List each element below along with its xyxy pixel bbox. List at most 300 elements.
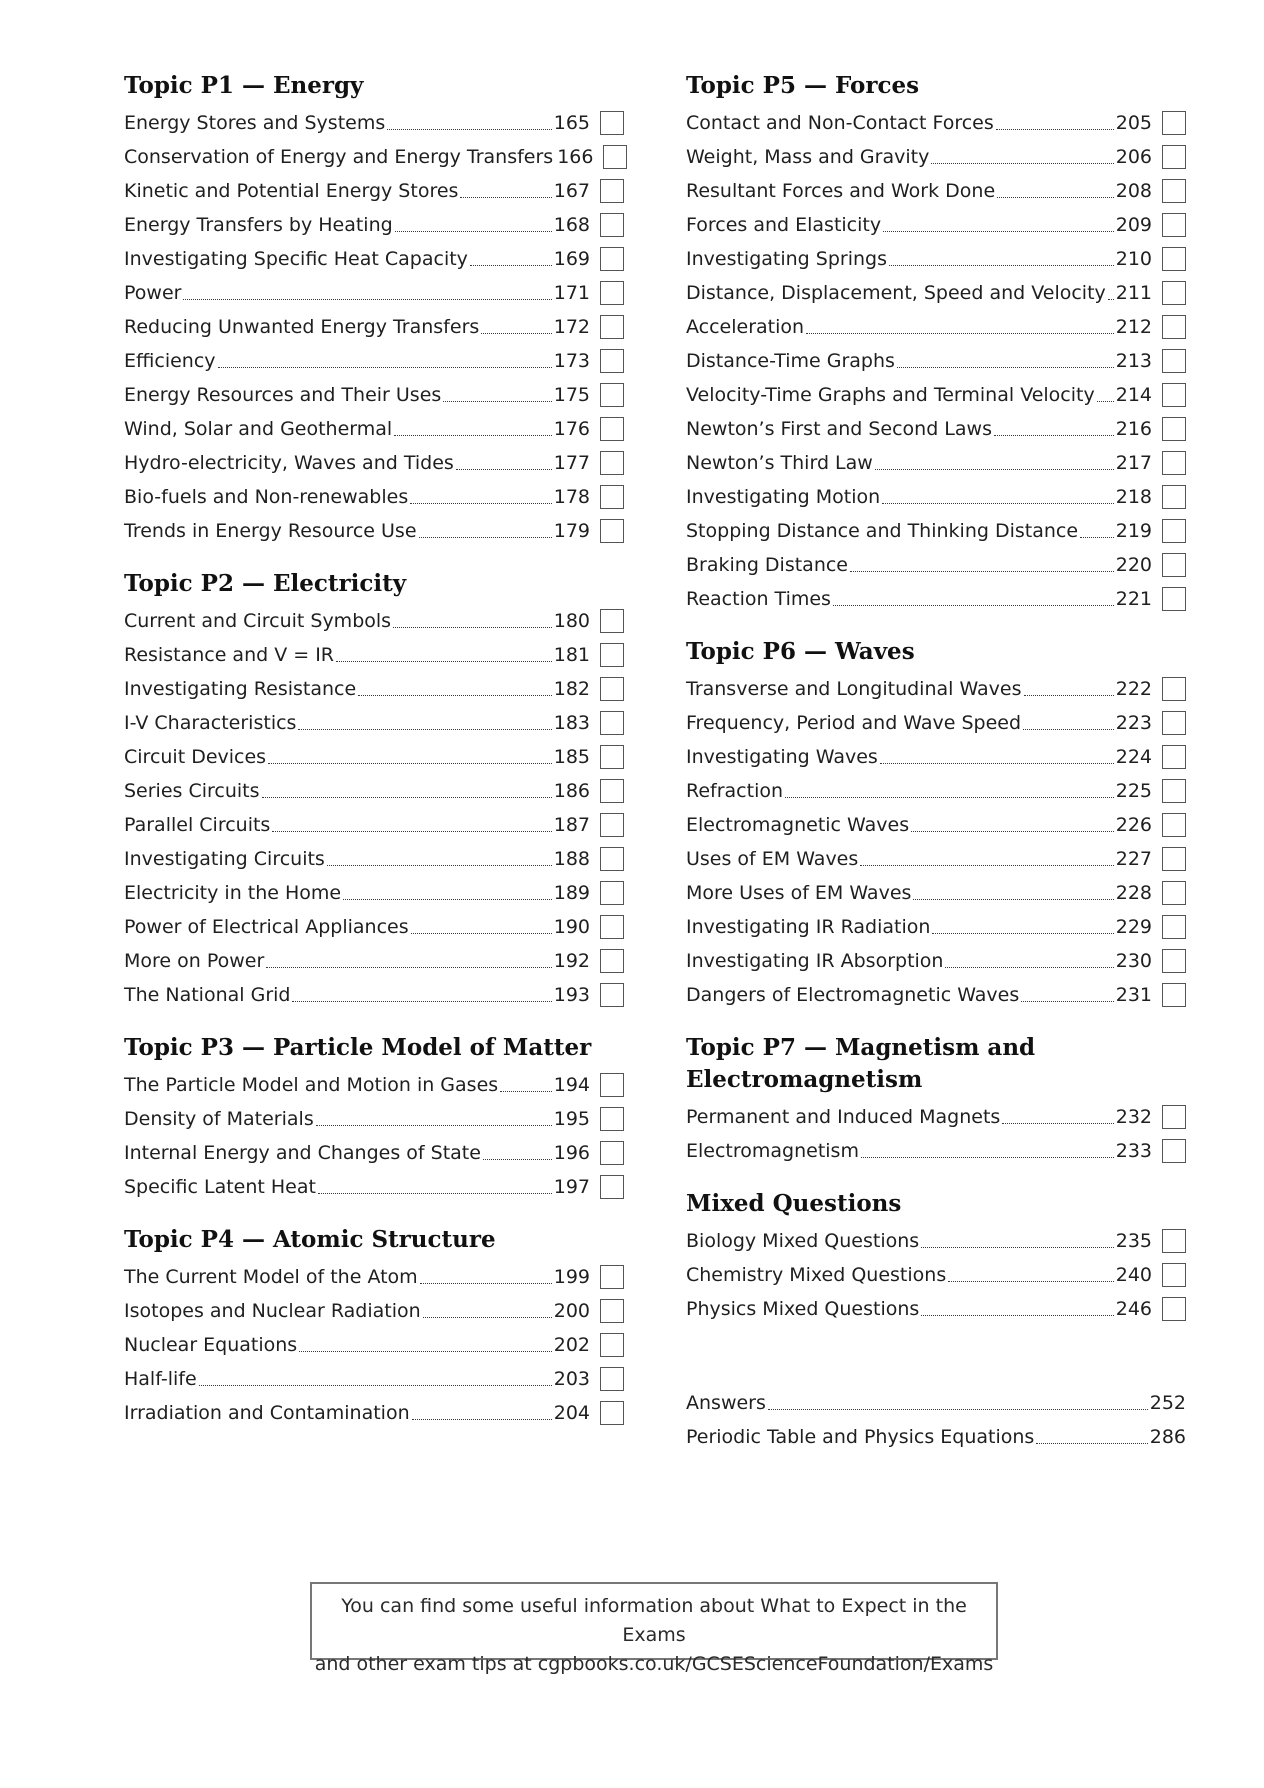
contents-entry [686, 444, 1186, 478]
entry-title: Wind, Solar and Geothermal [124, 418, 393, 440]
contents-entry [686, 104, 1186, 138]
entry-title: Velocity-Time Graphs and Terminal Velocity [686, 384, 1095, 406]
tick-box[interactable] [1162, 281, 1186, 305]
tick-box[interactable] [1162, 315, 1186, 339]
tick-box[interactable] [600, 349, 624, 373]
info-line-1: You can find some useful information about What to Expect in the Exams [341, 1595, 967, 1646]
entry-page: 205 [1115, 112, 1152, 134]
entry-title: Weight, Mass and Gravity [686, 146, 930, 168]
entry-page: 233 [1115, 1140, 1152, 1162]
section-extras [686, 1384, 1186, 1452]
contents-entry [124, 840, 624, 874]
contents-entry [124, 976, 624, 1010]
entry-title: Chemistry Mixed Questions [686, 1264, 947, 1286]
tick-box[interactable] [1162, 145, 1186, 169]
entry-title: Conservation of Energy and Energy Transfers [124, 146, 554, 168]
contents-entry [686, 206, 1186, 240]
entry-title: Specific Latent Heat [124, 1176, 316, 1198]
contents-entry [686, 806, 1186, 840]
entry-page: 213 [1115, 350, 1152, 372]
tick-box[interactable] [1162, 847, 1186, 871]
tick-box[interactable] [1162, 383, 1186, 407]
tick-box[interactable] [1162, 813, 1186, 837]
tick-box[interactable] [600, 451, 624, 475]
tick-box[interactable] [1162, 553, 1186, 577]
contents-entry [686, 376, 1186, 410]
contents-entry [686, 1222, 1186, 1256]
leader-dots [768, 1409, 1148, 1410]
tick-box[interactable] [600, 485, 624, 509]
tick-box[interactable] [600, 315, 624, 339]
tick-box[interactable] [600, 1141, 624, 1165]
tick-box[interactable] [600, 847, 624, 871]
contents-entry [124, 874, 624, 908]
contents-entry [124, 444, 624, 478]
leader-dots [316, 1125, 552, 1126]
entry-page: 214 [1115, 384, 1152, 406]
tick-box[interactable] [600, 417, 624, 441]
tick-box[interactable] [600, 1299, 624, 1323]
leader-dots [423, 1317, 552, 1318]
tick-box[interactable] [600, 1333, 624, 1357]
contents-entry [686, 874, 1186, 908]
leader-dots [420, 1283, 552, 1284]
leader-dots [945, 967, 1113, 968]
tick-box[interactable] [600, 383, 624, 407]
tick-box[interactable] [600, 1175, 624, 1199]
leader-dots [1108, 299, 1114, 300]
entry-title: Density of Materials [124, 1108, 314, 1130]
entry-page: 229 [1115, 916, 1152, 938]
contents-entry [124, 1292, 624, 1326]
tick-box[interactable] [1162, 1263, 1186, 1287]
contents-entry [686, 580, 1186, 614]
leader-dots [395, 231, 552, 232]
contents-entry [686, 670, 1186, 704]
entry-page: 199 [553, 1266, 590, 1288]
tick-box[interactable] [600, 745, 624, 769]
tick-box[interactable] [600, 983, 624, 1007]
entry-title: Distance-Time Graphs [686, 350, 895, 372]
contents-entry [686, 546, 1186, 580]
contents-entry [686, 908, 1186, 942]
leader-dots [272, 831, 551, 832]
contents-entry [686, 172, 1186, 206]
leader-dots [262, 797, 552, 798]
contents-entry [686, 976, 1186, 1010]
contents-entry [686, 1290, 1186, 1324]
entry-page: 204 [553, 1402, 590, 1424]
entry-page: 189 [553, 882, 590, 904]
exam-info-box [310, 1582, 998, 1675]
entry-page: 210 [1115, 248, 1152, 270]
entry-page: 246 [1115, 1298, 1152, 1320]
info-line-2: and other exam tips at cgpbooks.co.uk/GCSEScienceFoundation/Exams [314, 1653, 994, 1675]
tick-box[interactable] [1162, 881, 1186, 905]
tick-box[interactable] [1162, 247, 1186, 271]
contents-entry [124, 1258, 624, 1292]
leader-dots [460, 197, 551, 198]
leader-dots [183, 299, 551, 300]
leader-dots [997, 197, 1114, 198]
tick-box[interactable] [1162, 1139, 1186, 1163]
entry-page: 232 [1115, 1106, 1152, 1128]
tick-box[interactable] [600, 111, 624, 135]
section-topic-p1 [124, 70, 624, 546]
contents-entry [686, 772, 1186, 806]
entry-page: 176 [553, 418, 590, 440]
contents-entry [124, 704, 624, 738]
entry-title: The Current Model of the Atom [124, 1266, 418, 1288]
leader-dots [921, 1315, 1113, 1316]
tick-box[interactable] [600, 519, 624, 543]
leader-dots [1080, 537, 1114, 538]
tick-box[interactable] [1162, 983, 1186, 1007]
tick-box[interactable] [1162, 111, 1186, 135]
entry-title: Power of Electrical Appliances [124, 916, 409, 938]
entry-page: 166 [557, 146, 594, 168]
entry-title: Kinetic and Potential Energy Stores [124, 180, 459, 202]
section-topic-p6 [686, 636, 1186, 1010]
entry-title: Electromagnetic Waves [686, 814, 910, 836]
tick-box[interactable] [1162, 179, 1186, 203]
tick-box[interactable] [1162, 915, 1186, 939]
contents-entry [124, 410, 624, 444]
section-topic-p2 [124, 568, 624, 1010]
entry-title: Newton’s First and Second Laws [686, 418, 992, 440]
tick-box[interactable] [1162, 485, 1186, 509]
tick-box[interactable] [1162, 1297, 1186, 1321]
entry-title: Investigating Waves [686, 746, 878, 768]
contents-entry [686, 738, 1186, 772]
tick-box[interactable] [1162, 213, 1186, 237]
leader-dots [318, 1193, 552, 1194]
entry-page: 200 [553, 1300, 590, 1322]
contents-entry [124, 512, 624, 546]
section-topic-p3 [124, 1032, 624, 1202]
entry-page: 219 [1115, 520, 1152, 542]
entry-page: 177 [553, 452, 590, 474]
leader-dots [889, 265, 1114, 266]
contents-entry [686, 342, 1186, 376]
tick-box[interactable] [1162, 451, 1186, 475]
entry-page: 209 [1115, 214, 1152, 236]
tick-box[interactable] [1162, 587, 1186, 611]
entry-page: 227 [1115, 848, 1152, 870]
entry-page: 216 [1115, 418, 1152, 440]
entry-title: Electricity in the Home [124, 882, 342, 904]
entry-page: 217 [1115, 452, 1152, 474]
entry-title: Trends in Energy Resource Use [124, 520, 417, 542]
tick-box[interactable] [603, 145, 627, 169]
entry-page: 169 [553, 248, 590, 270]
tick-box[interactable] [600, 881, 624, 905]
leader-dots [931, 163, 1113, 164]
leader-dots [419, 537, 552, 538]
leader-dots [785, 797, 1114, 798]
section-title: Topic P1 — Energy [124, 72, 364, 99]
tick-box[interactable] [600, 677, 624, 701]
tick-box[interactable] [600, 179, 624, 203]
entry-page: 186 [553, 780, 590, 802]
entry-title: Irradiation and Contamination [124, 1402, 410, 1424]
leader-dots [806, 333, 1114, 334]
leader-dots [393, 627, 552, 628]
leader-dots [861, 1157, 1114, 1158]
entry-title: Frequency, Period and Wave Speed [686, 712, 1022, 734]
entry-title: Refraction [686, 780, 784, 802]
entry-title: Braking Distance [686, 554, 848, 576]
leader-dots [1024, 695, 1114, 696]
entry-page: 171 [553, 282, 590, 304]
contents-entry [124, 1360, 624, 1394]
tick-box[interactable] [600, 1073, 624, 1097]
leader-dots [996, 129, 1114, 130]
entry-title: Electromagnetism [686, 1140, 859, 1162]
entry-title: Investigating Resistance [124, 678, 357, 700]
tick-box[interactable] [1162, 1229, 1186, 1253]
leader-dots [456, 469, 552, 470]
contents-entry [124, 104, 624, 138]
tick-box[interactable] [1162, 711, 1186, 735]
contents-entry [124, 602, 624, 636]
tick-box[interactable] [600, 949, 624, 973]
contents-entry [124, 206, 624, 240]
tick-box[interactable] [600, 779, 624, 803]
tick-box[interactable] [600, 813, 624, 837]
entry-title: Internal Energy and Changes of State [124, 1142, 481, 1164]
entry-title: Acceleration [686, 316, 805, 338]
contents-entry [686, 138, 1186, 172]
leader-dots [299, 1351, 552, 1352]
entry-title: Stopping Distance and Thinking Distance [686, 520, 1079, 542]
leader-dots [1023, 729, 1114, 730]
contents-entry [124, 274, 624, 308]
entry-page: 183 [553, 712, 590, 734]
contents-entry [124, 342, 624, 376]
contents-entry [686, 1384, 1186, 1418]
leader-dots [833, 605, 1114, 606]
section-topic-p5 [686, 70, 1186, 614]
entry-page: 173 [553, 350, 590, 372]
contents-entry [686, 478, 1186, 512]
leader-dots [483, 1159, 552, 1160]
section-title: Topic P3 — Particle Model of Matter [124, 1034, 592, 1061]
leader-dots [1002, 1123, 1113, 1124]
entry-page: 179 [553, 520, 590, 542]
entry-page: 211 [1115, 282, 1152, 304]
tick-box[interactable] [600, 915, 624, 939]
contents-entry [686, 942, 1186, 976]
entry-page: 187 [553, 814, 590, 836]
entry-title: Uses of EM Waves [686, 848, 859, 870]
entry-title: Dangers of Electromagnetic Waves [686, 984, 1020, 1006]
entry-page: 220 [1115, 554, 1152, 576]
tick-box[interactable] [600, 1367, 624, 1391]
entry-page: 212 [1115, 316, 1152, 338]
entry-page: 203 [553, 1368, 590, 1390]
tick-box[interactable] [600, 1265, 624, 1289]
leader-dots [897, 367, 1114, 368]
tick-box[interactable] [600, 643, 624, 667]
entry-title: The National Grid [124, 984, 291, 1006]
tick-box[interactable] [600, 213, 624, 237]
entry-page: 226 [1115, 814, 1152, 836]
entry-title: Resultant Forces and Work Done [686, 180, 996, 202]
section-title: Topic P7 — Magnetism and Electromagnetism [686, 1034, 1036, 1093]
entry-page: 223 [1115, 712, 1152, 734]
entry-page: 165 [553, 112, 590, 134]
contents-entry [686, 840, 1186, 874]
leader-dots [199, 1385, 552, 1386]
leader-dots [948, 1281, 1114, 1282]
leader-dots [882, 503, 1114, 504]
leader-dots [913, 899, 1113, 900]
tick-box[interactable] [1162, 677, 1186, 701]
entry-title: Bio-fuels and Non-renewables [124, 486, 409, 508]
entry-title: Transverse and Longitudinal Waves [686, 678, 1022, 700]
entry-title: Energy Resources and Their Uses [124, 384, 442, 406]
leader-dots [336, 661, 552, 662]
entry-title: Newton’s Third Law [686, 452, 873, 474]
entry-page: 172 [553, 316, 590, 338]
contents-entry [124, 908, 624, 942]
tick-box[interactable] [600, 281, 624, 305]
section-title: Mixed Questions [686, 1190, 902, 1217]
leader-dots [1036, 1443, 1147, 1444]
contents-entry [686, 240, 1186, 274]
entry-title: Investigating Specific Heat Capacity [124, 248, 468, 270]
contents-entry [686, 410, 1186, 444]
entry-title: The Particle Model and Motion in Gases [124, 1074, 499, 1096]
leader-dots [410, 503, 552, 504]
contents-entry [124, 308, 624, 342]
section-title: Topic P5 — Forces [686, 72, 920, 99]
leader-dots [387, 129, 551, 130]
entry-page: 252 [1149, 1392, 1186, 1414]
entry-title: Isotopes and Nuclear Radiation [124, 1300, 421, 1322]
entry-title: Investigating Springs [686, 248, 887, 270]
entry-page: 190 [553, 916, 590, 938]
entry-title: Power [124, 282, 182, 304]
leader-dots [1097, 401, 1114, 402]
tick-box[interactable] [600, 711, 624, 735]
tick-box[interactable] [1162, 779, 1186, 803]
leader-dots [850, 571, 1114, 572]
entry-page: 224 [1115, 746, 1152, 768]
entry-title: Series Circuits [124, 780, 260, 802]
entry-title: I-V Characteristics [124, 712, 297, 734]
contents-entry [124, 172, 624, 206]
entry-page: 192 [553, 950, 590, 972]
entry-page: 202 [553, 1334, 590, 1356]
entry-title: Answers [686, 1392, 766, 1414]
leader-dots [1021, 1001, 1113, 1002]
entry-title: Forces and Elasticity [686, 214, 882, 236]
section-topic-p4 [124, 1224, 624, 1428]
leader-dots [932, 933, 1113, 934]
tick-box[interactable] [1162, 949, 1186, 973]
section-title: Topic P4 — Atomic Structure [124, 1226, 496, 1253]
entry-page: 193 [553, 984, 590, 1006]
entry-title: Energy Stores and Systems [124, 112, 386, 134]
contents-entry [124, 942, 624, 976]
entry-title: Contact and Non-Contact Forces [686, 112, 994, 134]
entry-title: Energy Transfers by Heating [124, 214, 393, 236]
leader-dots [268, 763, 552, 764]
entry-page: 221 [1115, 588, 1152, 610]
tick-box[interactable] [600, 609, 624, 633]
tick-box[interactable] [1162, 1105, 1186, 1129]
section-topic-p7 [686, 1032, 1186, 1166]
section-mixed-questions [686, 1188, 1186, 1324]
entry-page: 228 [1115, 882, 1152, 904]
entry-title: Reducing Unwanted Energy Transfers [124, 316, 480, 338]
contents-entry [124, 1326, 624, 1360]
contents-entry [124, 670, 624, 704]
entry-page: 181 [553, 644, 590, 666]
leader-dots [411, 933, 552, 934]
entry-page: 180 [553, 610, 590, 632]
entry-page: 235 [1115, 1230, 1152, 1252]
entry-page: 195 [553, 1108, 590, 1130]
tick-box[interactable] [600, 1401, 624, 1425]
leader-dots [343, 899, 552, 900]
leader-dots [500, 1091, 552, 1092]
contents-entry [686, 1098, 1186, 1132]
contents-entry [686, 704, 1186, 738]
contents-entry [124, 1066, 624, 1100]
contents-entry [686, 1256, 1186, 1290]
entry-title: Reaction Times [686, 588, 831, 610]
entry-title: Current and Circuit Symbols [124, 610, 392, 632]
contents-left-column [124, 70, 624, 1450]
contents-entry [124, 1394, 624, 1428]
entry-page: 175 [553, 384, 590, 406]
leader-dots [394, 435, 552, 436]
entry-title: Investigating Motion [686, 486, 881, 508]
entry-page: 178 [553, 486, 590, 508]
leader-dots [470, 265, 552, 266]
tick-box[interactable] [600, 247, 624, 271]
tick-box[interactable] [1162, 519, 1186, 543]
contents-entry [124, 1100, 624, 1134]
leader-dots [875, 469, 1114, 470]
entry-page: 230 [1115, 950, 1152, 972]
contents-entry [686, 1418, 1186, 1452]
entry-page: 206 [1115, 146, 1152, 168]
leader-dots [911, 831, 1114, 832]
tick-box[interactable] [1162, 349, 1186, 373]
tick-box[interactable] [600, 1107, 624, 1131]
entry-title: More Uses of EM Waves [686, 882, 912, 904]
contents-entry [124, 1134, 624, 1168]
leader-dots [443, 401, 551, 402]
entry-page: 167 [553, 180, 590, 202]
entry-page: 222 [1115, 678, 1152, 700]
tick-box[interactable] [1162, 417, 1186, 441]
entry-page: 231 [1115, 984, 1152, 1006]
tick-box[interactable] [1162, 745, 1186, 769]
entry-page: 240 [1115, 1264, 1152, 1286]
contents-entry [686, 308, 1186, 342]
leader-dots [292, 1001, 551, 1002]
entry-page: 194 [553, 1074, 590, 1096]
entry-title: Physics Mixed Questions [686, 1298, 920, 1320]
leader-dots [266, 967, 551, 968]
entry-title: Nuclear Equations [124, 1334, 298, 1356]
entry-page: 168 [553, 214, 590, 236]
